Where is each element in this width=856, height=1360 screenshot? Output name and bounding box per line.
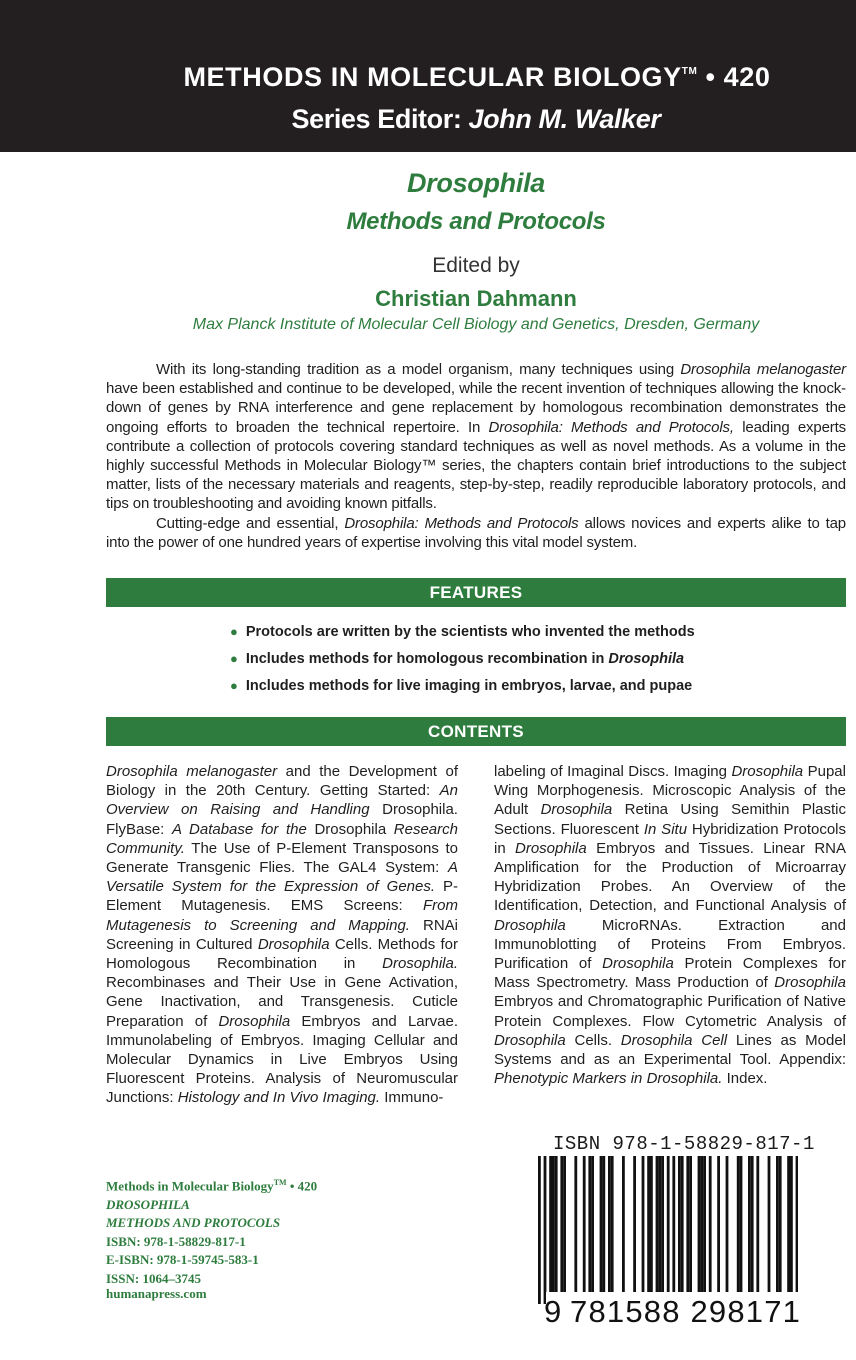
barcode-bar: [703, 1156, 706, 1292]
bullet-icon: ●: [230, 624, 238, 639]
barcode-bar: [737, 1156, 740, 1292]
footer-subtitle: METHODS AND PROTOCOLS: [106, 1215, 281, 1231]
features-heading: FEATURES: [106, 578, 846, 607]
isbn-barcode: [536, 1156, 798, 1304]
series-editor: [0, 104, 856, 135]
barcode-bar: [726, 1156, 729, 1292]
barcode-bar: [709, 1156, 712, 1292]
feature-item: [230, 649, 830, 676]
footer-series-text: Methods in Molecular Biology: [106, 1178, 274, 1194]
feature-text: Includes methods for homologous recombination in Drosophila: [245, 651, 685, 667]
barcode-isbn-label: ISBN 978-1-58829-817-1: [553, 1133, 815, 1155]
barcode-lead-digit: 9: [544, 1294, 562, 1329]
barcode-bar: [560, 1156, 563, 1292]
contents-heading: CONTENTS: [106, 717, 846, 746]
barcode-bar: [544, 1156, 547, 1304]
barcode-bar: [588, 1156, 591, 1292]
footer-eisbn: E-ISBN: 978-1-59745-583-1: [106, 1252, 259, 1268]
description-paragraph-2: Cutting-edge and essential, Drosophila: Methods and Protocols allows novices and experts alike to tap into the power of one hundred years of expertise involving this vital model system.: [106, 514, 846, 551]
description-paragraph-1: With its long-standing tradition as a model organism, many techniques using Drosophila melanogaster have been established and continue to be developed, while the recent invention of techniques allowing the knock-down of genes by RNA interference and gene replacement by homologous recombination demonstrates the ongoing efforts to broaden the technical repertoire. In Drosophila: Methods and Protocols, leading experts contribute a collection of protocols covering standard techniques as well as novel methods. As a volume in the highly successful Methods in Molecular Biology™ series, the chapters contain brief introductions to the subject matter, lists of the necessary materials and reagents, step-by-step, readily reproducible laboratory protocols, and tips on troubleshooting and avoiding known pitfalls.: [106, 361, 846, 513]
barcode-bar: [555, 1156, 558, 1292]
barcode-bar: [608, 1156, 611, 1292]
barcode-bar: [751, 1156, 754, 1292]
barcode-bar: [602, 1156, 605, 1292]
barcode-bar: [776, 1156, 779, 1292]
feature-text: Protocols are written by the scientists who invented the methods: [245, 624, 695, 640]
bullet-icon: ●: [230, 678, 238, 693]
series-editor-name: John M. Walker: [468, 104, 661, 134]
barcode-bar: [686, 1156, 689, 1292]
barcode-bar: [622, 1156, 625, 1292]
barcode-bar: [583, 1156, 586, 1292]
footer-series-number: • 420: [289, 1178, 318, 1194]
footer-info: [106, 1174, 317, 1288]
barcode-bar: [768, 1156, 771, 1292]
book-title: Drosophila: [406, 168, 545, 198]
barcode-bar: [650, 1156, 653, 1292]
barcode-bar: [591, 1156, 594, 1292]
barcode-bar: [661, 1156, 664, 1292]
bullet-icon: ●: [230, 651, 238, 666]
editor-affiliation: Max Planck Institute of Molecular Cell Biology and Genetics, Dresden, Germany: [192, 316, 760, 333]
barcode-bar: [563, 1156, 566, 1292]
barcode-bar: [642, 1156, 645, 1292]
barcode-bar: [647, 1156, 650, 1292]
barcode-bar: [600, 1156, 603, 1292]
barcode-bar: [678, 1156, 681, 1292]
footer-trademark: TM: [273, 1178, 287, 1187]
barcode-bar: [672, 1156, 675, 1304]
trademark-mark: TM: [681, 66, 698, 77]
feature-item: [230, 622, 830, 649]
footer-title: DROSOPHILA: [106, 1196, 190, 1212]
book-editor-name: Christian Dahmann: [375, 286, 577, 311]
barcode-bar: [552, 1156, 555, 1292]
footer-isbn: ISBN: 978-1-58829-817-1: [106, 1233, 246, 1249]
barcode-bar: [796, 1156, 798, 1304]
features-list: [230, 622, 830, 703]
barcode-bar: [717, 1156, 720, 1292]
edited-by-label: Edited by: [432, 254, 520, 277]
feature-item: [230, 676, 830, 703]
barcode-bar: [574, 1156, 577, 1292]
footer-issn: ISSN: 1064–3745: [106, 1270, 201, 1286]
barcode-bar: [681, 1156, 684, 1292]
barcode-bar: [667, 1156, 670, 1304]
barcode-bar: [689, 1156, 692, 1292]
header-bar: [0, 0, 856, 152]
barcode-digits: 781588 298171: [570, 1294, 802, 1329]
barcode-bar: [611, 1156, 614, 1292]
series-editor-label: Series Editor:: [291, 104, 462, 134]
barcode-bar: [756, 1156, 759, 1292]
barcode-bar: [656, 1156, 659, 1292]
publisher-url[interactable]: humanapress.com: [106, 1286, 207, 1301]
barcode-bar: [633, 1156, 636, 1292]
barcode-bar: [790, 1156, 793, 1292]
series-number: • 420: [705, 62, 771, 92]
barcode-bar: [698, 1156, 701, 1292]
barcode-bar: [787, 1156, 790, 1292]
book-subtitle: Methods and Protocols: [346, 208, 606, 235]
barcode-bar: [740, 1156, 743, 1292]
barcode-bar: [700, 1156, 703, 1292]
series-title: [0, 62, 856, 93]
contents-column-right: labeling of Imaginal Discs. Imaging Drosophila Pupal Wing Morphogenesis. Microscopic Analysis of the Adult Drosophila Retina Using Semithin Plastic Sections. Fluorescent In Situ Hybridization Protocols in Drosophila Embryos and Tissues. Linear RNA Amplification for the Production of Microarray Hybridization Probes. An Overview of the Identification, Detection, and Functional Analysis of Drosophila MicroRNAs. Extraction and Immunoblotting of Proteins From Embryos. Purification of Drosophila Protein Complexes for Mass Spectrometry. Mass Production of Drosophila Embryos and Chromatographic Purification of Native Protein Complexes. Flow Cytometric Analysis of Drosophila Cells. Drosophila Cell Lines as Model Systems and as an Experimental Tool. Appendix: Phenotypic Markers in Drosophila. Index.: [494, 763, 847, 1088]
series-title-text: METHODS IN MOLECULAR BIOLOGY: [183, 62, 682, 92]
barcode-bar: [549, 1156, 552, 1292]
contents-column-left: Drosophila melanogaster and the Development of Biology in the 20th Century. Getting Started: An Overview on Raising and Handling Drosophila. FlyBase: A Database for the Drosophila Research Community. The Use of P-Element Transposons to Generate Transgenic Flies. The GAL4 System: A Versatile System for the Expression of Genes. P-Element Mutagenesis. EMS Screens: From Mutagenesis to Screening and Mapping. RNAi Screening in Cultured Drosophila Cells. Methods for Homologous Recombination in Drosophila. Recombinases and Their Use in Gene Activation, Gene Inactivation, and Transgenesis. Cuticle Preparation of Drosophila Embryos and Larvae. Immunolabeling of Embryos. Imaging Cellular and Molecular Dynamics in Live Embryos Using Fluorescent Proteins. Analysis of Neuromuscular Junctions: Histology and In Vivo Imaging. Immuno-: [106, 763, 459, 1107]
barcode-bar: [779, 1156, 782, 1292]
barcode-bar: [658, 1156, 661, 1292]
feature-text: Includes methods for live imaging in embryos, larvae, and pupae: [245, 678, 693, 694]
barcode-bar: [748, 1156, 751, 1292]
barcode-bar: [538, 1156, 541, 1304]
footer-series-line: [106, 1174, 317, 1196]
book-description: [106, 360, 846, 552]
